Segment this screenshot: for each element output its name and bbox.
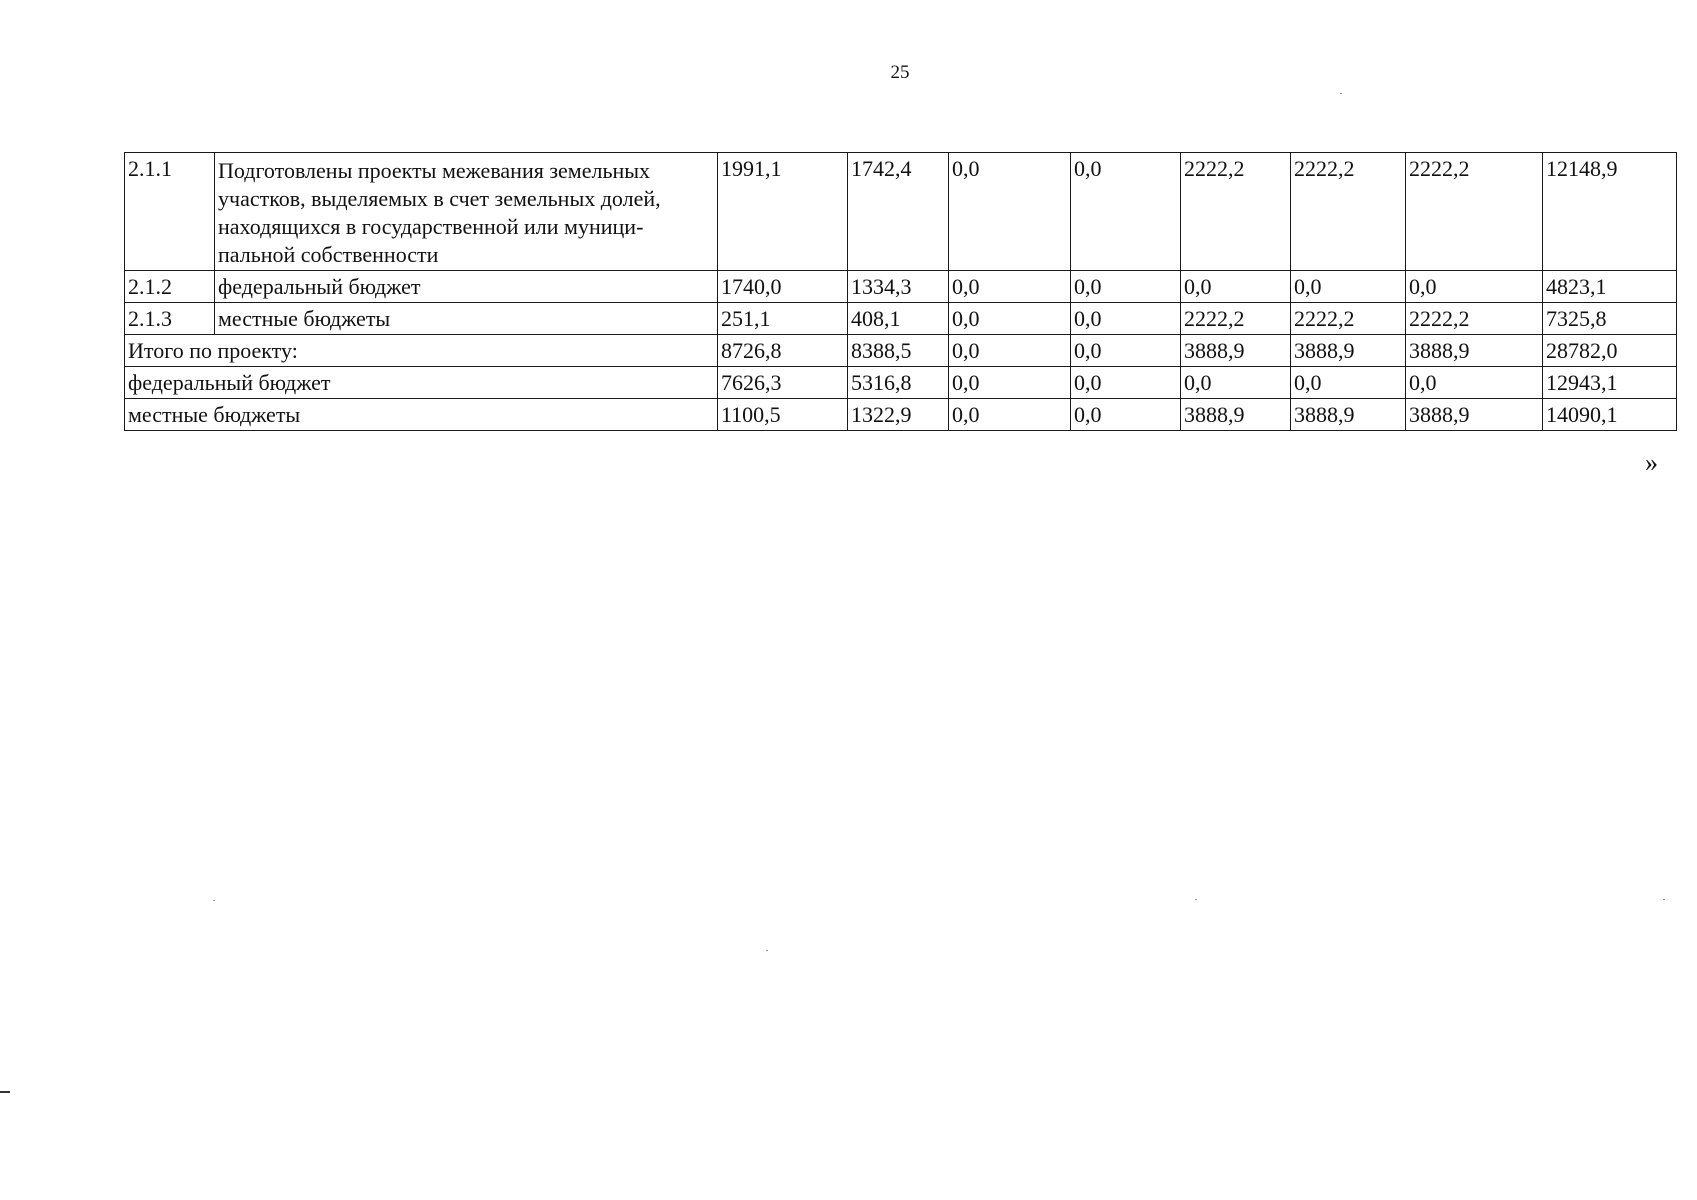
scan-edge-mark bbox=[0, 1091, 10, 1093]
value-cell: 1334,3 bbox=[848, 271, 949, 303]
total-label-cell: местные бюджеты bbox=[125, 399, 718, 431]
value-cell: 0,0 bbox=[1181, 367, 1291, 399]
value-cell: 2222,2 bbox=[1181, 303, 1291, 335]
page-number: 25 bbox=[890, 62, 910, 83]
value-cell: 0,0 bbox=[1291, 367, 1406, 399]
row-code-cell: 2.1.3 bbox=[125, 303, 215, 335]
table-row bbox=[125, 303, 1677, 335]
scan-speck bbox=[766, 950, 768, 951]
total-row bbox=[125, 399, 1677, 431]
value-cell: 7325,8 bbox=[1543, 303, 1677, 335]
value-cell: 2222,2 bbox=[1291, 153, 1406, 271]
value-cell: 408,1 bbox=[848, 303, 949, 335]
value-cell: 1991,1 bbox=[718, 153, 848, 271]
value-cell: 0,0 bbox=[1071, 153, 1181, 271]
value-cell: 2222,2 bbox=[1291, 303, 1406, 335]
row-label-cell: местные бюджеты bbox=[215, 303, 718, 335]
budget-table bbox=[124, 152, 1677, 431]
value-cell: 3888,9 bbox=[1181, 399, 1291, 431]
closing-quote-mark: » bbox=[1645, 448, 1658, 477]
value-cell: 1742,4 bbox=[848, 153, 949, 271]
value-cell: 12943,1 bbox=[1543, 367, 1677, 399]
value-cell: 0,0 bbox=[949, 271, 1071, 303]
value-cell: 0,0 bbox=[949, 367, 1071, 399]
value-cell: 3888,9 bbox=[1291, 335, 1406, 367]
total-row bbox=[125, 335, 1677, 367]
total-label-cell: федеральный бюджет bbox=[125, 367, 718, 399]
value-cell: 251,1 bbox=[718, 303, 848, 335]
value-cell: 3888,9 bbox=[1181, 335, 1291, 367]
scan-speck bbox=[1663, 899, 1665, 900]
scan-speck bbox=[1195, 899, 1197, 900]
value-cell: 0,0 bbox=[1071, 399, 1181, 431]
value-cell: 4823,1 bbox=[1543, 271, 1677, 303]
value-cell: 14090,1 bbox=[1543, 399, 1677, 431]
value-cell: 2222,2 bbox=[1406, 153, 1543, 271]
scan-speck bbox=[1340, 93, 1342, 94]
value-cell: 28782,0 bbox=[1543, 335, 1677, 367]
total-label-cell: Итого по проекту: bbox=[125, 335, 718, 367]
value-cell: 0,0 bbox=[1071, 367, 1181, 399]
value-cell: 1740,0 bbox=[718, 271, 848, 303]
scan-speck bbox=[213, 900, 215, 901]
value-cell: 8388,5 bbox=[848, 335, 949, 367]
value-cell: 7626,3 bbox=[718, 367, 848, 399]
value-cell: 0,0 bbox=[1071, 271, 1181, 303]
value-cell: 2222,2 bbox=[1181, 153, 1291, 271]
value-cell: 3888,9 bbox=[1406, 399, 1543, 431]
value-cell: 0,0 bbox=[1071, 303, 1181, 335]
row-code-cell: 2.1.1 bbox=[125, 153, 215, 271]
value-cell: 0,0 bbox=[949, 399, 1071, 431]
row-code-cell: 2.1.2 bbox=[125, 271, 215, 303]
value-cell: 12148,9 bbox=[1543, 153, 1677, 271]
value-cell: 0,0 bbox=[949, 303, 1071, 335]
total-row bbox=[125, 367, 1677, 399]
value-cell: 0,0 bbox=[1291, 271, 1406, 303]
row-label-cell: Подготовлены проекты межевания земельных участков, выделяемых в счет земельных долей, находящихся в государственной или муници-пальной собственности bbox=[215, 153, 718, 271]
value-cell: 0,0 bbox=[1406, 367, 1543, 399]
table-row bbox=[125, 271, 1677, 303]
value-cell: 0,0 bbox=[1071, 335, 1181, 367]
value-cell: 0,0 bbox=[949, 335, 1071, 367]
value-cell: 5316,8 bbox=[848, 367, 949, 399]
value-cell: 2222,2 bbox=[1406, 303, 1543, 335]
value-cell: 3888,9 bbox=[1406, 335, 1543, 367]
value-cell: 0,0 bbox=[1181, 271, 1291, 303]
table-row bbox=[125, 153, 1677, 271]
value-cell: 8726,8 bbox=[718, 335, 848, 367]
value-cell: 1322,9 bbox=[848, 399, 949, 431]
value-cell: 3888,9 bbox=[1291, 399, 1406, 431]
value-cell: 0,0 bbox=[949, 153, 1071, 271]
row-label-cell: федеральный бюджет bbox=[215, 271, 718, 303]
value-cell: 0,0 bbox=[1406, 271, 1543, 303]
value-cell: 1100,5 bbox=[718, 399, 848, 431]
